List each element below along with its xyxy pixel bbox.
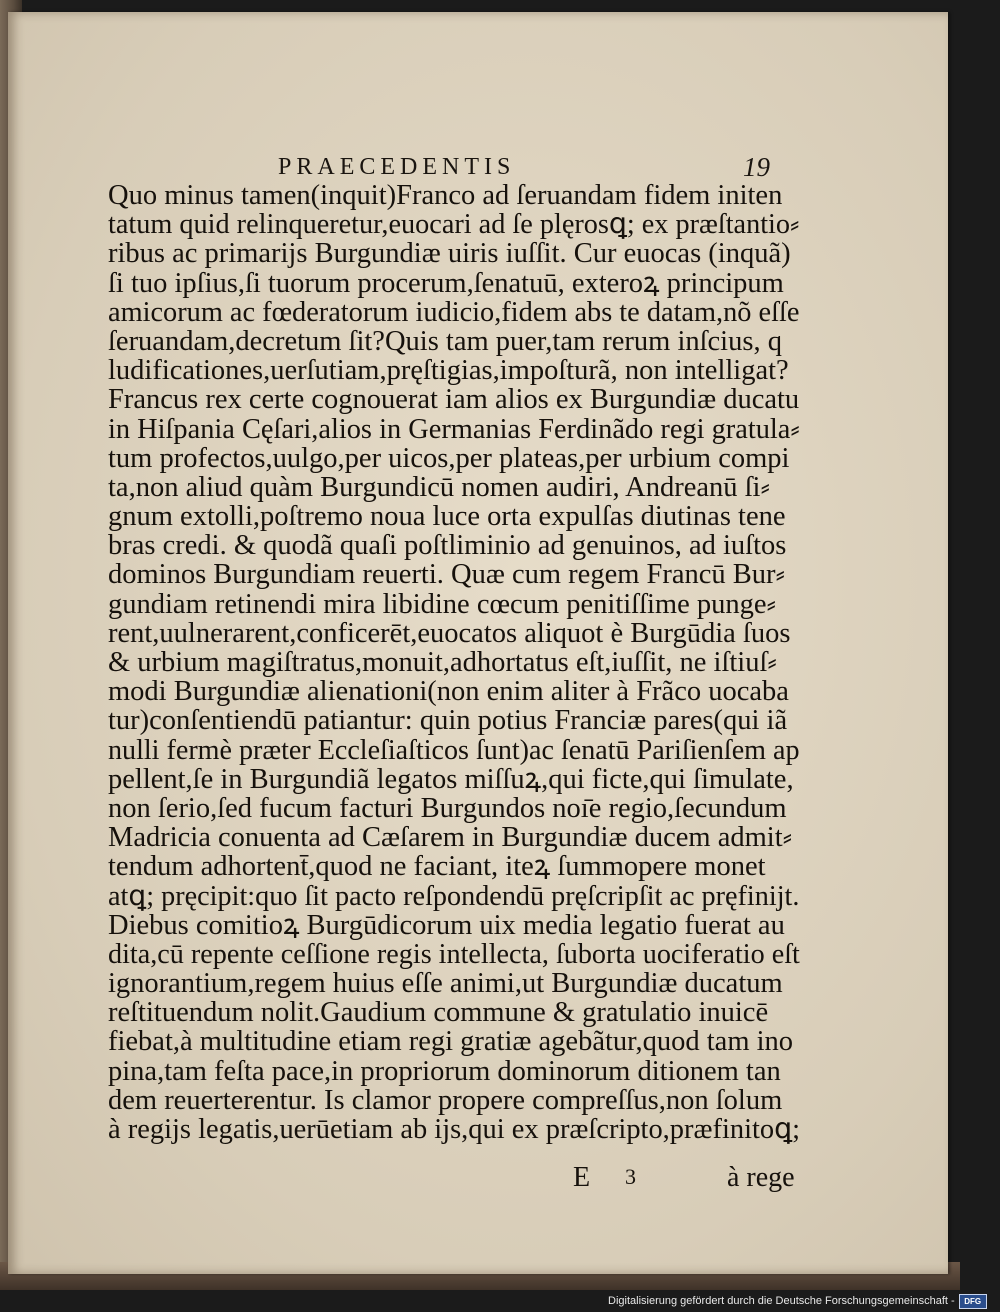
- text-line: atꝗ; pręcipit:quo ſit pacto reſpondendū pręſcripſit ac pręfinijt.: [108, 881, 800, 911]
- page-number: 19: [743, 152, 770, 182]
- text-line: tur)conſentiendū patiantur: quin potius Franciæ pares(qui iã: [108, 706, 788, 736]
- text-line: fiebat,à multitudine etiam regi gratiæ agebãtur,quod tam ino: [108, 1027, 794, 1057]
- text-line: ſi tuo ipſius,ſi tuorum procerum,ſenatuū, exteroꝝ principum: [108, 268, 784, 298]
- text-line: ta,non aliud quàm Burgundicū nomen audiri, Andreanū ſi⸗: [108, 472, 770, 503]
- text-line: dita,cū repente ceſſione regis intellecta, ſuborta uociferatio eſt: [108, 939, 800, 970]
- text-line: in Hiſpania Cęſari,alios in Germanias Ferdinãdo regi gratula⸗: [108, 414, 800, 444]
- book-page: [8, 12, 948, 1274]
- text-line: à regijs legatis,uerūetiam ab ijs,qui ex præſcripto,præfinitoꝗ;: [108, 1115, 800, 1145]
- text-line: ribus ac primarijs Burgundiæ uiris iuſſit. Cur euocas (inquã): [108, 239, 791, 269]
- text-line: pellent,ſe in Burgundiã legatos miſſuꝝ,qui ficte,qui ſimulate,: [108, 764, 794, 794]
- text-line: nulli fermè præter Eccleſiaſticos ſunt)ac ſenatū Pariſienſem ap: [108, 735, 800, 765]
- text-line: Quo minus tamen(inquit)Franco ad ſeruandam fidem initen: [108, 181, 783, 211]
- text-line: ludificationes,uerſutiam,pręſtigias,impoſturã, non intelligat?: [108, 356, 789, 386]
- text-line: amicorum ac fœderatorum iudicio,fidem abs te datam,nõ eſſe: [108, 297, 800, 327]
- footer-line: [573, 1162, 803, 1196]
- text-line: tum profectos,uulgo,per uicos,per plateas,per urbium compi: [108, 443, 790, 473]
- text-line: pina,tam feſta pace,in propriorum dominorum ditionem tan: [108, 1056, 781, 1086]
- text-line: rent,uulnerarent,conficerēt,euocatos aliquot è Burgūdia ſuos: [108, 618, 791, 648]
- text-line: modi Burgundiæ alienationi(non enim aliter à Frãco uocaba: [108, 677, 789, 707]
- text-line: ſeruandam,decretum ſit?Quis tam puer,tam rerum inſcius, q: [108, 326, 782, 357]
- text-line: ignorantium,regem huius eſſe animi,ut Burgundiæ ducatum: [108, 969, 783, 999]
- digitization-credit: [608, 1292, 987, 1310]
- text-line: Diebus comitioꝝ Burgūdicorum uix media legatio fuerat au: [108, 910, 785, 940]
- signature-mark: E: [573, 1162, 591, 1193]
- text-line: non ſerio,ſed fucum facturi Burgundos noı̄e regio,ſecundum: [108, 793, 787, 824]
- text-line: & urbium magiſtratus,monuit,adhortatus eſt,iuſſit, ne iſtiuſ⸗: [108, 648, 777, 678]
- text-line: tendum adhortent̄,quod ne faciant, iteꝝ ſummopere monet: [108, 852, 766, 882]
- text-line: reſtituendum nolit.Gaudium commune & gratulatio inuicē: [108, 998, 769, 1028]
- body-text: [108, 181, 800, 1144]
- text-line: dominos Burgundiam reuerti. Quæ cum regem Francū Bur⸗: [108, 560, 786, 590]
- text-line: dem reuerterentur. Is clamor propere compreſſus,non ſolum: [108, 1085, 783, 1115]
- running-title: PRAECEDENTIS: [278, 154, 516, 180]
- text-line: tatum quid relinqueretur,euocari ad ſe plęrosꝗ; ex præſtantio⸗: [108, 210, 800, 240]
- text-line: gundiam retinendi mira libidine cœcum penitiſſime punge⸗: [108, 589, 776, 619]
- text-line: Francus rex certe cognouerat iam alios ex Burgundiæ ducatu: [108, 385, 800, 415]
- catchword: à rege: [727, 1162, 795, 1193]
- text-line: bras credi. & quodã quaſi poſtliminio ad genuinos, ad iuſtos: [108, 531, 787, 561]
- text-line: gnum extolli,poſtremo noua luce orta expulſas diutinas tene: [108, 502, 786, 532]
- credit-text: Digitalisierung gefördert durch die Deutsche Forschungsgemeinschaft -: [608, 1295, 955, 1307]
- signature-number: 3: [625, 1164, 636, 1189]
- text-line: Madricia conuenta ad Cæſarem in Burgundiæ ducem admit⸗: [108, 823, 793, 853]
- dfg-logo: DFG: [959, 1294, 987, 1309]
